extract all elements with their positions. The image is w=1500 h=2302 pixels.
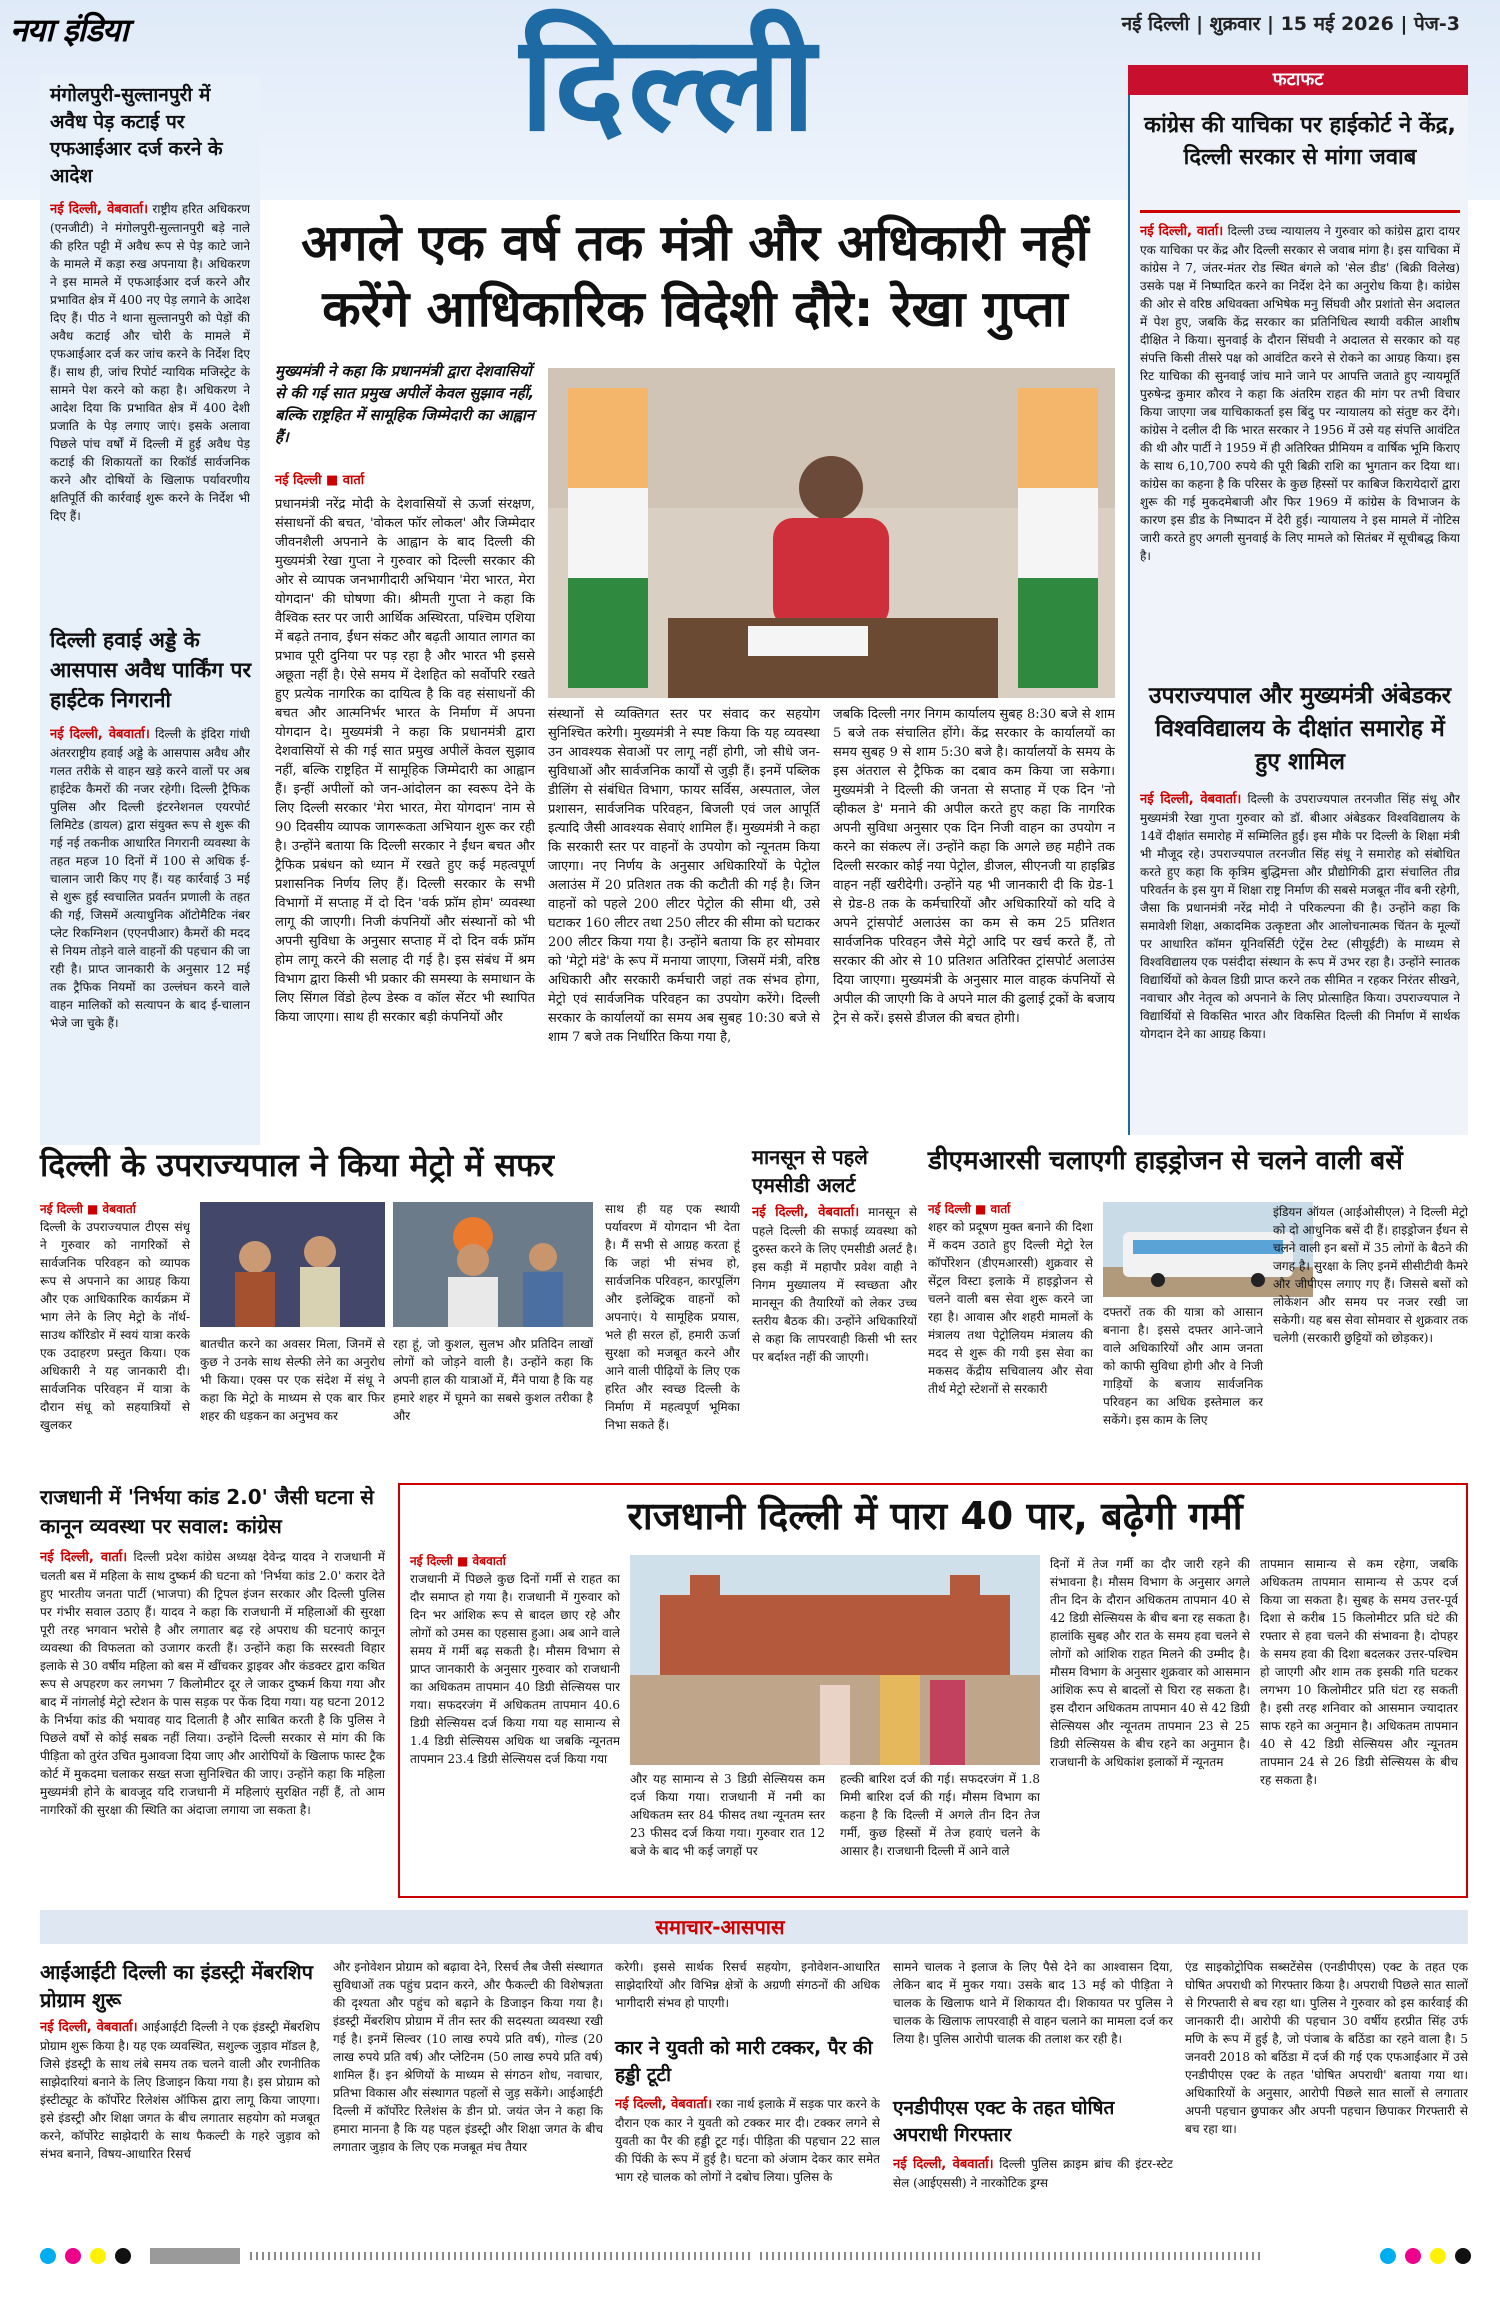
car-dateline: नई दिल्ली, वेबवार्ता। [615,2097,713,2112]
nirbhaya-text: दिल्ली प्रदेश कांग्रेस अध्यक्ष देवेन्द्र यादव ने राजधानी में चलती बस में महिला के साथ दुष्कर्म की घटना को 'निर्भया कांड 2.0' करार देते हुए भारतीय जनता पार्टी (भाजपा) की ट्रिपल इंजन सरकार और दिल्ली पुलिस पर गंभीर सवाल उठाए हैं। यादव ने कहा कि राजधानी में महिलाओं की सुरक्षा पूरी तरह भगवान भरोसे है और लगातार बढ़ रहे अपराध की घटनाएं कानून व्यवस्था की विफलता को उजागर करती हैं। उन्होंने कहा कि सरस्वती विहार इलाके से 30 वर्षीय महिला को बस में खींचकर ड्राइवर और कंडक्टर द्वारा कथित रूप से अपहरण कर लगभग 7 किलोमीटर दूर ले जाकर दुष्कर्म किया गया और बाद में नांगलोई मेट्रो स्टेशन के पास सड़क पर फेंक दिया गया। यह घटना 2012 के निर्भया कांड की भयावह याद दिलाती है और साबित करती है कि पुलिस ने पिछले वर्षों से कोई सबक नहीं लिया। उन्होंने दिल्ली सरकार से मांग की कि पीड़िता को तुरंत उचित मुआवजा दिया जाए और आरोपियों के खिलाफ फास्ट ट्रैक कोर्ट में मुकदमा चलाकर सख्त सजा सुनिश्चित की जाए। उन्होंने कहा कि महिला मुख्यमंत्री होने के बावजूद यदि राजधानी में महिलाएं सुरक्षित नहीं हैं, तो आम नागरिकों की सुरक्षा की स्थिति का अंदाजा लगाया जा सकता है। [40,1550,385,1817]
iit-text-1: आईआईटी दिल्ली ने एक इंडस्ट्री मेंबरशिप प्रोग्राम शुरू किया है। यह एक व्यवस्थित, सशुल्क जुड़ाव मॉडल है, जिसे इंडस्ट्री के साथ लंबे समय तक चलने वाली और रणनीतिक साझेदारियां बनाने के लिए डिजाइन किया गया है। इस प्रोग्राम को इंस्टीट्यूट के कॉर्पोरेट रिलेशंस ऑफिस द्वारा लागू किया जाएगा। इसे इंडस्ट्री और शिक्षा जगत के बीच लगातार सहयोग को मजबूत करने, कॉर्पोरेट साझेदारी के साथ फैकल्टी के गहरे जुड़ाव को संभव बनाने, विषय-आधारित रिसर्च [40,2020,320,2161]
lead-dateline: नई दिल्ली ■ वार्ता [275,473,365,488]
left-story2-headline: दिल्ली हवाई अड्डे के आसपास अवैध पार्किंग पर हाईटेक निगरानी [50,628,252,712]
stripe-bar-2 [760,2252,1260,2260]
metro-col-1: दिल्ली के उपराज्यपाल टीएस संधू ने गुरुवार को नागरिकों से सार्वजनिक परिवहन को व्यापक रूप से अपनाने का आग्रह किया और एक आधिकारिक कार्यक्रम में भाग लेने के लिए मेट्रो के नॉर्थ-साउथ कॉरिडोर में स्वयं यात्रा करके एक उदाहरण प्रस्तुत किया। एक अधिकारी ने यह जानकारी दी। सार्वजनिक परिवहन में यात्रा के दौरान संधू को सहयात्रियों से खुलकर [40,1220,190,1432]
metro-photo-1 [200,1202,385,1327]
lt-governor-metro-photo [393,1202,593,1327]
right-story2-dateline: नई दिल्ली, वेबवार्ता। [1140,792,1242,807]
ndps-headline: एनडीपीएस एक्ट के तहत घोषित अपराधी गिरफ्तार [893,2097,1115,2146]
right-story1-body [1140,222,1460,672]
metro-interior-photo [200,1202,385,1327]
heat-headline: राजधानी दिल्ली में पारा 40 पार, बढ़ेगी गर्मी [627,1494,1243,1538]
heat-col-2: और यह सामान्य से 3 डिग्री सेल्सियस कम दर्ज किया गया। राजधानी में नमी का अधिकतम स्तर 84 फीसद तथा न्यूनतम स्तर 23 फीसद दर्ज किया गया। गुरुवार रात 12 बजे के बाद भी कई जगहों पर [630,1772,825,1858]
iit-headline: आईआईटी दिल्ली का इंडस्ट्री मेंबरशिप प्रोग्राम शुरू [40,1960,313,2012]
right-story2-text: दिल्ली के उपराज्यपाल तरनजीत सिंह संधू और मुख्यमंत्री रेखा गुप्ता गुरुवार को डॉ. बीआर अंबेडकर विश्वविद्यालय के 14वें दीक्षांत समारोह में सम्मिलित हुईं। इस मौके पर दिल्ली के शिक्षा मंत्री भी मौजूद रहे। उपराज्यपाल तरनजीत सिंह संधू ने समारोह को संबोधित करते हुए कहा कि कृत्रिम बुद्धिमत्ता और प्रौद्योगिकी द्वारा संचालित तीव्र परिवर्तन के इस युग में शिक्षा राष्ट्र निर्माण की सबसे मजबूत नींव बनी रहेगी, जैसा कि प्रधानमंत्री नरेंद्र मोदी ने परिकल्पना की है। उन्होंने कहा कि समावेशी शिक्षा, अकादमिक उत्कृष्टता और आलोचनात्मक चिंतन के मूल्यों पर आधारित कॉमन यूनिवर्सिटी एंट्रेंस टेस्ट (सीयूईटी) के माध्यम से विश्वविद्यालय एक पसंदीदा संस्थान के रूप में उभर रहा है। उन्होंने स्नातक विद्यार्थियों को केवल डिग्री प्राप्त करने तक सीमित न रहकर निरंतर सीखने, नवाचार और नेतृत्व को अपनाने के लिए प्रोत्साहित किया। उपराज्यपाल ने विद्यार्थियों से विकसित भारत और विकसित दिल्ली की निर्माण में सार्थक योगदान देने का आग्रह किया। [1140,792,1460,1041]
magenta-dot [65,2248,81,2264]
heat-dateline: नई दिल्ली ■ वेबवार्ता [410,1554,506,1568]
right-story1-rule [1140,210,1460,213]
black-dot [115,2248,131,2264]
yellow-dot-right [1430,2248,1446,2264]
cyan-dot-right [1380,2248,1396,2264]
ndps-text-1: दिल्ली पुलिस क्राइम ब्रांच की इंटर-स्टेट सेल (आईएससी) ने नारकोटिक ड्रग्स [893,2157,1173,2190]
metro-photo-2 [393,1202,593,1327]
metro-col-2: बातचीत करने का अवसर मिला, जिनमें से कुछ ने उनके साथ सेल्फी लेने का अनुरोध भी किया। एक्स पर एक संदेश में संधू ने कहा कि मेट्रो के माध्यम से एक बार फिर शहर की धड़कन का अनुभव कर [200,1337,385,1423]
dmrc-headline: डीएमआरसी चलाएगी हाइड्रोजन से चलने वाली बसें [928,1146,1403,1176]
lead-photo [548,368,1115,698]
monsoon-body [752,1203,917,1473]
monsoon-text: मानसून से पहले दिल्ली की सफाई व्यवस्था को दुरुस्त करने के लिए एमसीडी अलर्ट है। इस कड़ी में महापौर प्रवेश वाही ने निगम मुख्यालय में स्वच्छता और मानसून की तैयारियों को लेकर उच्च स्तरीय बैठक की। उन्होंने अधिकारियों से कहा कि लापरवाही किसी भी स्तर पर बर्दाश्त नहीं की जाएगी। [752,1205,917,1364]
heat-col-1: राजधानी में पिछले कुछ दिनों गर्मी से राहत का दौर समाप्त हो गया है। राजधानी में गुरुवार को दिन भर आंशिक रूप से बादल छाए रहे और लोगों को उमस का एहसास हुआ। अब आने वाले समय में गर्मी बढ़ सकती है। मौसम विभाग से प्राप्त जानकारी के अनुसार गुरुवार को राजधानी का अधिकतम तापमान 40 डिग्री सेल्सियस पार गया। सफदरजंग में अधिकतम तापमान 40.6 डिग्री सेल्सियस दर्ज किया गया यह सामान्य से 1.4 डिग्री सेल्सियस अधिक था जबकि न्यूनतम तापमान 23.4 डिग्री सेल्सियस दर्ज किया गया [410,1572,620,1766]
car-col-1 [615,2095,880,2238]
nirbhaya-headline: राजधानी में 'निर्भया कांड 2.0' जैसी घटना से कानून व्यवस्था पर सवाल: कांग्रेस [40,1485,374,1538]
lead-col-2: संस्थानों से व्यक्तिगत स्तर पर संवाद कर सहयोग सुनिश्चित करेगी। मुख्यमंत्री ने स्पष्ट किया कि यह व्यवस्था उन आवश्यक सेवाओं पर लागू नहीं होगी, जो सीधे जन-सुविधाओं और सार्वजनिक कार्यों से जुड़ी हैं। इनमें पब्लिक डीलिंग से संबंधित विभाग, फायर सर्विस, अस्पताल, जेल प्रशासन, सार्वजनिक परिवहन, बिजली एवं जल आपूर्ति इत्यादि जैसी आवश्यक सेवाएं शामिल हैं। मुख्यमंत्री ने कहा कि सरकारी स्तर पर वाहनों के उपयोग को न्यूनतम किया जाएगा। नए निर्णय के अनुसार अधिकारियों के पेट्रोल अलाउंस में 20 प्रतिशत तक की कटौती की गई है। जिन वाहनों को पहले 200 लीटर पेट्रोल की सीमा थी, उसे घटाकर 160 लीटर तथा 250 लीटर की सीमा को घटाकर 200 लीटर किया गया है। उन्होंने बताया कि हर सोमवार को 'मेट्रो मंडे' के रूप में मनाया जाएगा, जिसमें मंत्री, वरिष्ठ अधिकारी और सरकारी कर्मचारी जहां तक संभव होगा, मेट्रो एवं सार्वजनिक परिवहन का उपयोग करेंगे। दिल्ली सरकार के कार्यालयों का समय अब सुबह 10:30 बजे से शाम 7 बजे तक निर्धारित किया गया है, [548,707,820,1045]
cyan-dot [40,2248,56,2264]
left-story2-text: दिल्ली के इंदिरा गांधी अंतरराष्ट्रीय हवाई अड्डे के आसपास अवैध और गलत तरीके से वाहन खड़े करने वालों पर अब हाईटेक कैमरों की नजर रहेगी। दिल्ली ट्रैफिक पुलिस और दिल्ली इंटरनेशनल एयरपोर्ट लिमिटेड (डायल) द्वारा संयुक्त रूप से शुरू की गई नई तकनीक आधारित निगरानी व्यवस्था के तहत महज 10 दिनों में 100 से अधिक ई-चालान जारी किए गए हैं। यह कार्रवाई 3 मई से शुरू हुई स्वचालित प्रवर्तन प्रणाली के तहत की गई, जिसमें अत्याधुनिक ऑटोमैटिक नंबर प्लेट रिकग्निशन (एएनपीआर) कैमरों की मदद से नियम तोड़ने वाले वाहनों की पहचान की जा रही है। प्राप्त जानकारी के अनुसार 12 मई तक ट्रैफिक नियमों का उल्लंघन करने वाले वाहन मालिकों को सत्यापन के बाद ई-चालान भेजे जा चुके हैं। [50,727,250,1030]
heat-photo [630,1555,1040,1765]
right-story2-body [1140,790,1460,1130]
yellow-dot [90,2248,106,2264]
magenta-dot-right [1405,2248,1421,2264]
red-fort-photo [630,1555,1040,1765]
chief-minister-photo [548,368,1115,698]
dmrc-col-3: इंडियन ऑयल (आईओसीएल) ने दिल्ली मेट्रो को दो आधुनिक बसें दी हैं। हाइड्रोजन ईंधन से चलने वाली इन बसों में 35 लोगों के बैठने की जगह है। सुरक्षा के लिए इनमें सीसीटीवी कैमरे और जीपीएस लगाए गए हैं। जिससे बसों को लोकेशन और समय पर नजर रखी जा सकेगी। यह बस सेवा सोमवार से शुक्रवार तक चलेगी (सरकारी छुट्टियों को छोड़कर)। [1273,1205,1468,1345]
metro-dateline: नई दिल्ली ■ वेबवार्ता [40,1202,136,1216]
issue-dateline: नई दिल्ली | शुक्रवार | 15 मई 2026 | पेज-3 [1121,13,1460,35]
car-col-2: सामने चालक ने इलाज के लिए पैसे देने का आश्वासन दिया, लेकिन बाद में मुकर गया। उसके बाद 13 मई को पीड़िता ने चालक के खिलाफ थाने में शिकायत दी। शिकायत पर पुलिस ने चालक के खिलाफ लापरवाही से वाहन चलाने का मामला दर्ज कर लिया है। पुलिस आरोपी चालक की तलाश कर रही है। [893,1960,1173,2046]
aaspaas-label: समाचार-आसपास [655,1915,785,1939]
ndps-dateline: नई दिल्ली, वेबवार्ता। [893,2157,994,2172]
left-story1-headline: मंगोलपुरी-सुल्तानपुरी में अवैध पेड़ कटाई पर एफआईआर दर्ज करने के आदेश [50,84,223,187]
dmrc-col-2: दफ्तरों तक की यात्रा को आसान बनाना है। इससे दफ्तर आने-जाने वाले अधिकारियों और आम जनता को काफी सुविधा होगी और वे निजी गाड़ियों के बजाय सार्वजनिक परिवहन का अधिक इस्तेमाल कर सकेंगे। इस काम के लिए [1103,1305,1263,1427]
grey-bar [150,2248,240,2264]
lead-col-3: जबकि दिल्ली नगर निगम कार्यालय सुबह 8:30 बजे से शाम 5 बजे तक संचालित होंगे। केंद्र सरकार के कार्यालयों का समय सुबह 9 से शाम 5:30 बजे है। कार्यालयों के समय के इस अंतराल से ट्रैफिक का दबाव कम किया जा सकेगा। मुख्यमंत्री ने दिल्ली की जनता से सप्ताह में एक दिन 'नो व्हीकल डे' मनाने की अपील करते हुए कहा कि नागरिक अपनी सुविधा अनुसार एक दिन निजी वाहन का उपयोग न करने का संकल्प लें। उन्होंने कहा कि अगले छह महीने तक दिल्ली सरकार कोई नया पेट्रोल, डीजल, सीएनजी या हाइब्रिड वाहन नहीं खरीदेगी। उन्होंने यह भी जानकारी दी कि ग्रेड-1 से ग्रेड-8 तक के कर्मचारियों और अधिकारियों को यदि वे अपने ट्रांसपोर्ट अलाउंस का कम से कम 25 प्रतिशत सार्वजनिक परिवहन जैसे मेट्रो आदि पर खर्च करते हैं, तो सरकार की ओर से 10 प्रतिशत अतिरिक्त ट्रांसपोर्ट अलाउंस दिया जाएगा। मुख्यमंत्री के अनुसार माल वाहक कंपनियों से अपील की जाएगी कि वे अपने माल की ढुलाई ट्रकों के बजाय ट्रेन से करें। इससे डीजल की बचत होगी। [833,707,1115,1026]
heat-col-5: तापमान सामान्य से कम रहेगा, जबकि अधिकतम तापमान सामान्य से ऊपर दर्ज किया जा सकता है। सुबह के समय उत्तर-पूर्व दिशा से करीब 15 किलोमीटर प्रति घंटे की रफ्तार से हवा चलने की संभावना है। दोपहर के समय हवा की दिशा बदलकर उत्तर-पश्चिम हो जाएगी और शाम तक इसकी गति घटकर लगभग 10 किलोमीटर प्रति घंटा रह सकती है। इसी तरह शनिवार को आसमान ज्यादातर साफ रहने का अनुमान है। अधिकतम तापमान 40 से 42 डिग्री सेल्सियस और न्यूनतम तापमान 24 से 26 डिग्री सेल्सियस के बीच रह सकता है। [1260,1557,1458,1787]
fatafat-label: फटाफट [1128,65,1468,95]
iit-col-3: करेगी। इससे सार्थक रिसर्च सहयोग, इनोवेशन-आधारित साझेदारियों और विभिन्न क्षेत्रों के अग्रणी संगठनों की अधिक भागीदारी संभव हो पाएगी। [615,1960,880,2010]
dmrc-col-1: शहर को प्रदूषण मुक्त बनाने की दिशा में कदम उठाते हुए दिल्ली मेट्रो रेल कॉर्पोरेशन (डीएमआरसी) शुक्रवार से सेंट्रल विस्टा इलाके में हाइड्रोजन से चलने वाली बस सेवा शुरू करने जा रहा है। आवास और शहरी मामलों के मंत्रालय तथा पेट्रोलियम मंत्रालय की मदद से शुरू की गयी इस सेवा का मकसद केंद्रीय सचिवालय और सेवा तीर्थ मेट्रो स्टेशनों से सरकारी [928,1220,1093,1396]
brand-logo: नया इंडिया [10,11,128,49]
metro-headline: दिल्ली के उपराज्यपाल ने किया मेट्रो में सफर [40,1146,554,1184]
right-story1-dateline: नई दिल्ली, वार्ता। [1140,224,1224,239]
nirbhaya-dateline: नई दिल्ली, वार्ता। [40,1550,128,1565]
metro-col-3: रहा हूं, जो कुशल, सुलभ और प्रतिदिन लाखों लोगों को जोड़ने वाली है। उन्होंने कहा कि अपनी हाल की यात्राओं में, मैंने पाया है कि यह हमारे शहर में घूमने का सबसे कुशल तरीका है और [393,1337,593,1423]
left-story2-dateline: नई दिल्ली, वेबवार्ता। [50,727,150,742]
lead-pullquote: मुख्यमंत्री ने कहा कि प्रधानमंत्री द्वारा देशवासियों से की गई सात प्रमुख अपीलें केवल सुझाव नहीं, बल्कि राष्ट्रहित में सामूहिक जिम्मेदारी का आह्वान हैं। [275,362,535,446]
ndps-col-2: एंड साइकोट्रोपिक सब्सटेंसेस (एनडीपीएस) एक्ट के तहत एक घोषित अपराधी को गिरफ्तार किया है। अपराधी पिछले सात सालों से गिरफ्तारी से बच रहा था। पुलिस ने गुरुवार को इस कार्रवाई की जानकारी दी। आरोपी की पहचान 30 वर्षीय हरप्रीत सिंह उर्फ मणि के रूप में हुई है, जो पंजाब के बठिंडा का रहने वाला है। 5 जनवरी 2018 को बठिंडा में दर्ज की गई एक एफआईआर में उसे एनडीपीएस एक्ट के तहत 'घोषित अपराधी' बताया गया था। अधिकारियों के अनुसार, आरोपी पिछले सात सालों से लगातार अपनी पहचान छुपाकर और अपनी पहचान छिपाकर गिरफ्तारी से बच रहा था। [1185,1960,1468,2136]
left-story1-dateline: नई दिल्ली, वेबवार्ता। [50,202,149,217]
left-story1-text: राष्ट्रीय हरित अधिकरण (एनजीटी) ने मंगोलपुरी-सुल्तानपुरी बड़े नाले की हरित पट्टी में अवैध रूप से पेड़ काटे जाने के मामले में कड़ा रुख अपनाया है। अधिकरण ने इस मामले में एफआईआर दर्ज करने और प्रभावित क्षेत्र में 400 नए पेड़ लगाने के आदेश दिए हैं। पीठ ने थाना सुल्तानपुरी को पेड़ों की अवैध कटाई और चोरी के मामले में एफआईआर दर्ज कर जांच करने के निर्देश दिए हैं। साथ ही, जांच रिपोर्ट न्यायिक मजिस्ट्रेट के सामने पेश करने को कहा है। अधिकरण ने आदेश दिया कि प्रभावित क्षेत्र में 400 देशी प्रजाति के पेड़ लगाए जाएं। इसके अलावा पिछले पांच वर्षों में दिल्ली में हुई अवैध पेड़ कटाई की शिकायतों का रिकॉर्ड सार्वजनिक करने और दोषियों के खिलाफ पर्यावरणीय क्षतिपूर्ति की कार्रवाई शुरू करने के निर्देश भी दिए हैं। [50,202,250,523]
print-registration-bar [0,2248,1500,2278]
heat-col-3: हल्की बारिश दर्ज की गई। सफदरजंग में 1.8 मिमी बारिश दर्ज की गई। मौसम विभाग का कहना है कि दिल्ली में अगले तीन दिन तेज गर्मी, कुछ हिस्सों में तेज हवाएं चलने के आसार है। राजधानी दिल्ली में आने वाले [840,1772,1040,1858]
iit-col-1 [40,2018,320,2238]
left-story2-body [50,725,250,1125]
ndps-col-1 [893,2155,1173,2238]
iit-dateline: नई दिल्ली, वेबवार्ता। [40,2020,138,2035]
right-story1-headline: कांग्रेस की याचिका पर हाईकोर्ट ने केंद्र, दिल्ली सरकार से मांगा जवाब [1144,113,1456,170]
iit-col-2: और इनोवेशन प्रोग्राम को बढ़ावा देने, रिसर्च लैब जैसी संस्थागत सुविधाओं तक पहुंच प्रदान करने, और फैकल्टी की विशेषज्ञता की दृश्यता और पहुंच को बढ़ाने के डिजाइन किया गया है। इंडस्ट्री मेंबरशिप प्रोग्राम में तीन स्तर की सदस्यता व्यवस्था रखी गई है। इनमें सिल्वर (10 लाख रुपये प्रति वर्ष), गोल्ड (20 लाख रुपये प्रति वर्ष) और प्लेटिनम (50 लाख रुपये प्रति वर्ष) शामिल हैं। इन श्रेणियों के माध्यम से संगठन शोध, नवाचार, प्रतिभा विकास और संस्थागत पहलों से जुड़ सकेंगे। आईआईटी दिल्ली में कॉर्पोरेट रिलेशंस के डीन प्रो. जयंत जेन ने कहा कि हमारा मानना है कि यह पहल इंडस्ट्री और शिक्षा जगत के बीच लगातार जुड़ाव के लिए एक मजबूत मंच तैयार [333,1960,603,2154]
heat-col-4: दिनों में तेज गर्मी का दौर जारी रहने की संभावना है। मौसम विभाग के अनुसार अगले तीन दिन के दौरान अधिकतम तापमान 40 से 42 डिग्री सेल्सियस के बीच बना रह सकता है। हालांकि सुबह और रात के समय हवा चलने से लोगों को आंशिक राहत मिलने की उम्मीद है। मौसम विभाग के अनुसार शुक्रवार को आसमान आंशिक रूप से बादलों से घिरा रह सकता है। इस दौरान अधिकतम तापमान 40 से 42 डिग्री सेल्सियस और न्यूनतम तापमान 23 से 25 डिग्री सेल्सियस के बीच रहने का अनुमान है। राजधानी के अधिकांश इलाकों में न्यूनतम [1050,1557,1250,1769]
section-title: दिल्ली [520,7,820,161]
lead-headline: अगले एक वर्ष तक मंत्री और अधिकारी नहीं करेंगे आधिकारिक विदेशी दौरे: रेखा गुप्ता [301,214,1089,338]
monsoon-dateline: नई दिल्ली, वेबवार्ता। [752,1205,860,1220]
monsoon-headline: मानसून से पहले एमसीडी अलर्ट [752,1145,868,1197]
right-story1-text: दिल्ली उच्च न्यायालय ने गुरुवार को कांग्रेस द्वारा दायर एक याचिका पर केंद्र और दिल्ली सरकार से जवाब मांगा है। इस याचिका में कांग्रेस ने 7, जंतर-मंतर रोड स्थित बंगले को 'सेल डीड' (बिक्री विलेख) उसके पक्ष में निष्पादित करने का निर्देश देने का अनुरोध किया है। कांग्रेस की ओर से वरिष्ठ अधिवक्ता अभिषेक मनु सिंघवी और प्रशांतो सेन अदालत में पेश हुए, जबकि केंद्र सरकार का प्रतिनिधित्व स्थायी वकील आशीष दीक्षित ने किया। सुनवाई के दौरान सिंघवी ने अदालत से सरकार को यह संपत्ति किसी तीसरे पक्ष को आवंटित करने से रोकने का आग्रह किया। इस रिट याचिका की सुनवाई जांच माने जाने पर आपत्ति जताते हुए न्यायमूर्ति पुरुषेन्द्र कुमार कौरव ने कहा कि अंतरिम राहत की मांग पर तभी विचार किया जाएगा जब याचिकाकर्ता इस बिंदु पर न्यायालय को संतुष्ट कर देंगे। कांग्रेस ने दलील दी कि भारत सरकार ने 1956 में उसे यह संपत्ति आवंटित की थी और पार्टी ने 1959 में ही अतिरिक्त प्रीमियम व वार्षिक भूमि किराए के साथ 6,10,700 रुपये की पूरी बिक्री राशि का भुगतान कर दिया था। कांग्रेस का कहना है कि परिसर के कुछ हिस्सों पर काबिज किरायेदारों द्वारा शुरू की गई मुकदमेबाजी और फिर 1969 में कांग्रेस के विभाजन के कारण इस डीड के निष्पादन में देरी हुई। न्यायालय ने इस मामले में नोटिस जारी करते हुए अगली सुनवाई के लिए मामले को सितंबर में सूचीबद्ध किया है। [1140,224,1460,563]
nirbhaya-body [40,1548,385,1898]
left-story1-body [50,200,250,615]
metro-col-4: साथ ही यह एक स्थायी पर्यावरण में योगदान भी देता है। मैं सभी से आग्रह करता हूं कि जहां भी संभव हो, सार्वजनिक परिवहन, कारपूलिंग और इलेक्ट्रिक वाहनों को अपनाएं। ये सामूहिक प्रयास, भले ही सरल हों, हमारी ऊर्जा सुरक्षा को मजबूत करने और आने वाली पीढ़ियों के लिए एक हरित और स्वच्छ दिल्ली के निर्माण में महत्वपूर्ण भूमिका निभा सकते हैं। [605,1202,740,1432]
right-story2-headline: उपराज्यपाल और मुख्यमंत्री अंबेडकर विश्वविद्यालय के दीक्षांत समारोह में हुए शामिल [1148,683,1452,775]
lead-col-1: प्रधानमंत्री नरेंद्र मोदी के देशवासियों से ऊर्जा संरक्षण, संसाधनों की बचत, 'वोकल फॉर लोकल' और जिम्मेदार जीवनशैली अपनाने के आह्वान के बाद दिल्ली की मुख्यमंत्री रेखा गुप्ता ने गुरुवार को दिल्ली सरकार की ओर से व्यापक जनभागीदारी अभियान 'मेरा भारत, मेरा योगदान' की घोषणा की। श्रीमती गुप्ता ने कहा कि वैश्विक स्तर पर जारी आर्थिक अस्थिरता, पश्चिम एशिया में बढ़ते तनाव, ईंधन संकट और बढ़ती आयात लागत का प्रभाव पूरी दुनिया पर पड़ रहा है और भारत भी इससे अछूता नहीं है। ऐसे समय में देशहित को सर्वोपरि रखते हुए प्रत्येक नागरिक का दायित्व है कि वह संसाधनों की बचत और आत्मनिर्भर भारत के निर्माण में अपना योगदान दे। मुख्यमंत्री ने कहा कि प्रधानमंत्री द्वारा देशवासियों से की गई सात प्रमुख अपीलें केवल सुझाव नहीं, बल्कि राष्ट्रहित में सामूहिक जिम्मेदारी का आह्वान हैं। इन्हीं अपीलों को जन-आंदोलन का स्वरूप देने के लिए दिल्ली सरकार 'मेरा भारत, मेरा योगदान' नाम से 90 दिवसीय व्यापक जागरूकता अभियान शुरू कर रही है। उन्होंने बताया कि दिल्ली सरकार ने ईंधन बचत और ट्रैफिक प्रबंधन को ध्यान में रखते हुए कई महत्वपूर्ण प्रशासनिक निर्णय लिए हैं। दिल्ली सरकार के सभी विभागों में सप्ताह में दो दिन 'वर्क फ्रॉम होम' व्यवस्था लागू की जाएगी। निजी कंपनियों और संस्थानों को भी अपनी सुविधा के अनुसार सप्ताह में दो दिन वर्क फ्रॉम होम लागू करने की सलाह दी गई है। इस संबंध में श्रम विभाग द्वारा किसी भी प्रकार की समस्या के समाधान के लिए सिंगल विंडो हेल्प डेस्क व कॉल सेंटर भी स्थापित किया जाएगा। साथ ही सरकार बड़ी कंपनियों और [275,497,535,1025]
dmrc-dateline: नई दिल्ली ■ वार्ता [928,1202,1011,1216]
car-text-1: रका नार्थ इलाके में सड़क पार करने के दौरान एक कार ने युवती को टक्कर मार दी। टक्कर लगने से युवती का पैर की हड्डी टूट गई। पीड़िता की पहचान 22 साल की पिंकी के रूप में हुई है। घटना को अंजाम देकर कार समेत भाग रहे चालक को लोगों ने दबोच लिया। पुलिस के [615,2097,880,2184]
car-headline: कार ने युवती को मारी टक्कर, पैर की हड्डी टूटी [615,2037,873,2086]
black-dot-right [1455,2248,1471,2264]
stripe-bar [250,2252,750,2260]
